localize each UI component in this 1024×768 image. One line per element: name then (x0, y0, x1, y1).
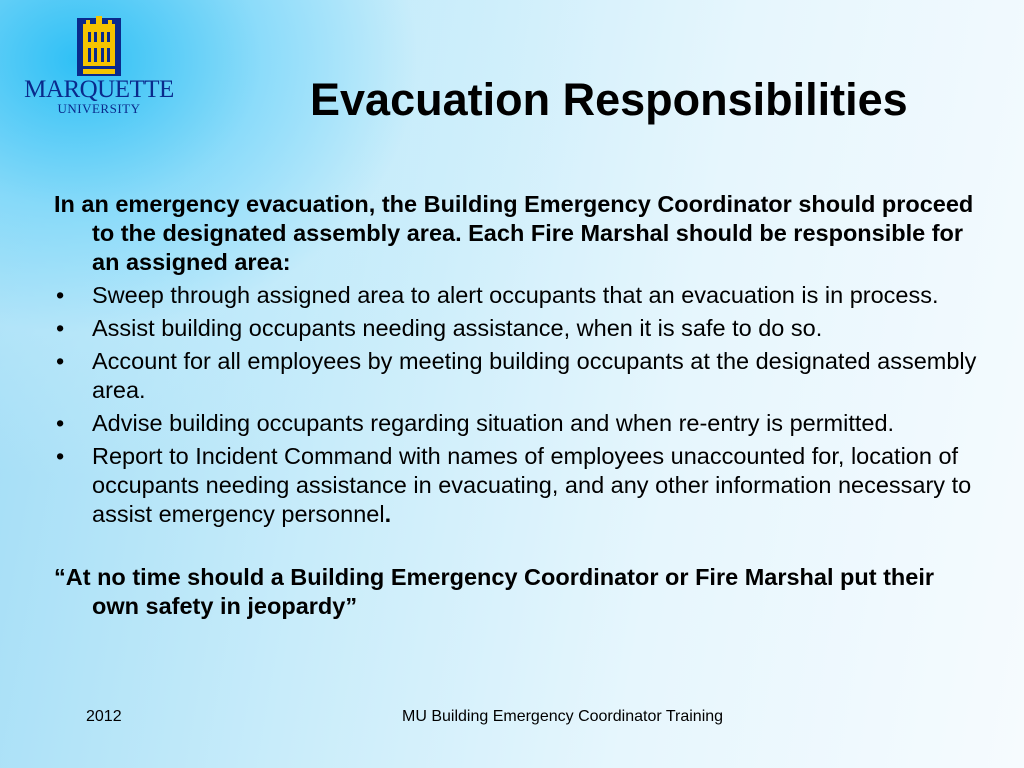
bullet-icon: • (56, 443, 65, 469)
footer-title: MU Building Emergency Coordinator Training (402, 708, 724, 725)
logo-name: MARQUETTE (24, 76, 174, 103)
list-item (54, 347, 984, 405)
list-item-text: Assist building occupants needing assistance, when it is safe to do so. (92, 315, 823, 341)
footer-year: 2012 (86, 708, 122, 725)
bullet-icon: • (56, 282, 65, 308)
list-item-text: Report to Incident Command with names of employees unaccounted for, location of occupants needing assistance in evacuating, and any other information necessary to assist emergency personnel (92, 443, 972, 527)
slide-title: Evacuation Responsibilities (310, 74, 908, 125)
list-item (54, 409, 984, 438)
list-item-end: . (384, 501, 392, 527)
logo-subtitle: UNIVERSITY (57, 101, 141, 116)
marquette-tower-icon (77, 14, 121, 76)
bullet-icon: • (56, 315, 65, 341)
list-item (54, 442, 984, 529)
list-item-text: Sweep through assigned area to alert occupants that an evacuation is in process. (92, 282, 939, 308)
marquette-logo (14, 14, 184, 124)
list-item (54, 281, 984, 310)
list-item-text: Advise building occupants regarding situation and when re-entry is permitted. (92, 410, 895, 436)
list-item-text: Account for all employees by meeting building occupants at the designated assembly area. (92, 348, 977, 403)
intro-paragraph: In an emergency evacuation, the Building Emergency Coordinator should proceed to the designated assembly area. Each Fire Marshal should be responsible for an assigned area: (54, 191, 974, 275)
responsibility-list (54, 281, 984, 529)
bullet-icon: • (56, 410, 65, 436)
list-item (54, 314, 984, 343)
slide-body (54, 190, 984, 621)
bullet-icon: • (56, 348, 65, 374)
safety-quote: “At no time should a Building Emergency Coordinator or Fire Marshal put their own safety in jeopardy” (54, 564, 935, 619)
